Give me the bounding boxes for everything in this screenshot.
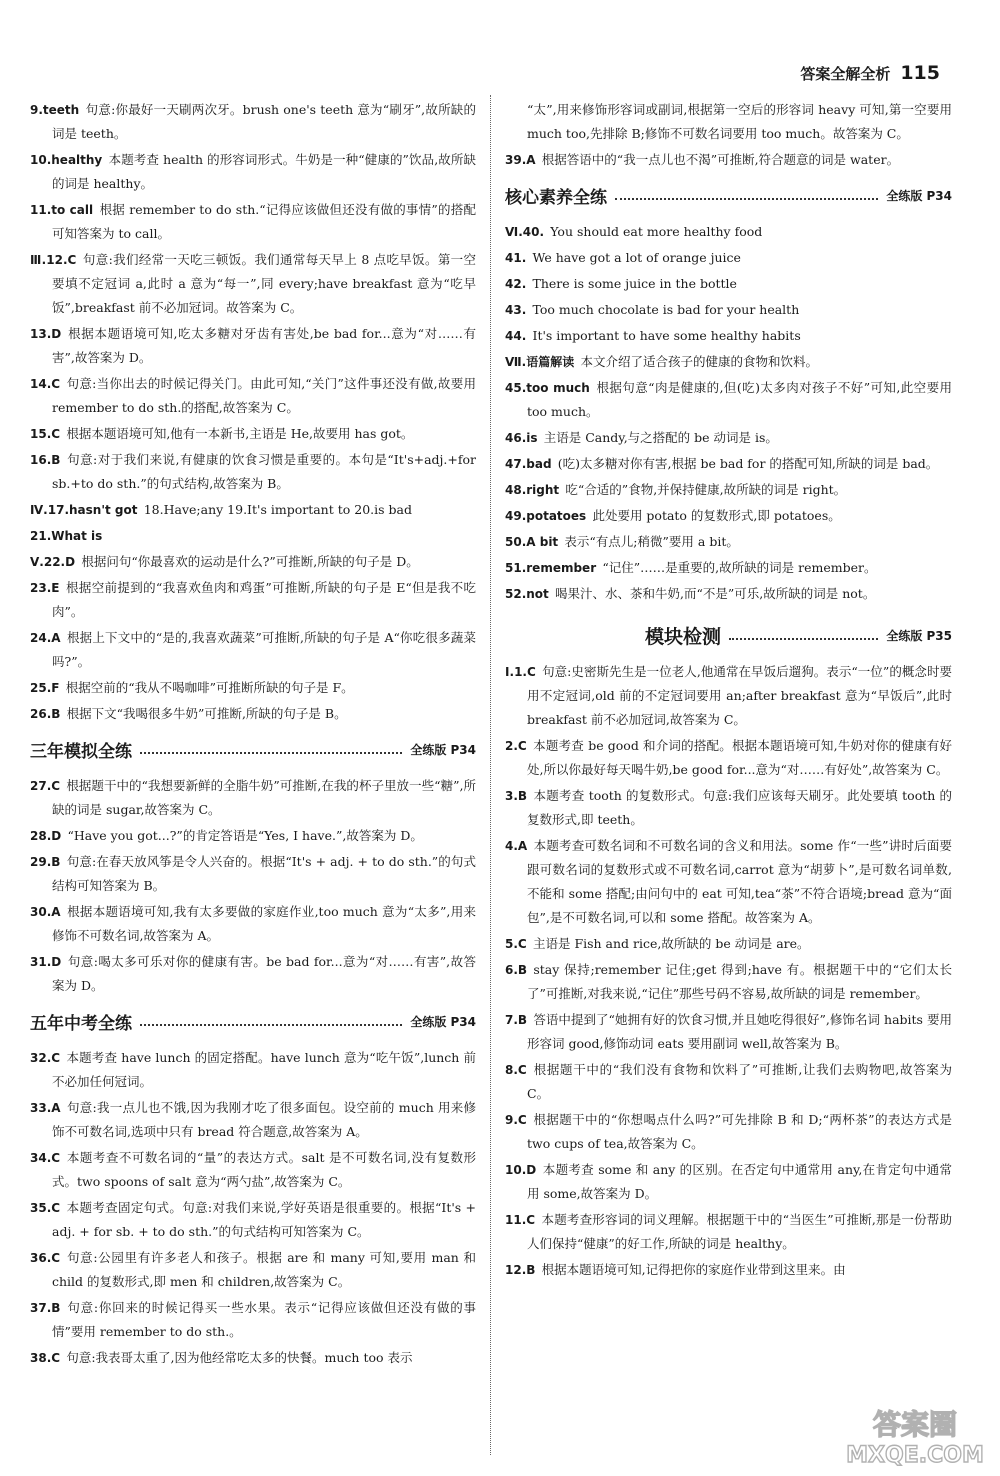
answer-number: 9.teeth	[30, 103, 80, 117]
answer-explanation: 主语是 Fish and rice,故所缺的 be 动词是 are。	[532, 936, 810, 951]
answer-explanation: 本题考查 be good 和介词的搭配。根据本题语境可知,牛奶对你的健康有好处,所以你最好每天喝牛奶,be good for...意为“对……有好处”,故答案为 C。	[527, 738, 952, 777]
answer-number: 48.right	[505, 483, 560, 497]
answer-item	[505, 1208, 952, 1256]
answer-explanation: “记住”……是重要的,故所缺的词是 remember。	[602, 560, 877, 575]
answer-explanation: 根据题干中的“我们没有食物和饮料了”可推断,让我们去购物吧,故答案为 C。	[527, 1062, 952, 1101]
answer-item	[30, 1296, 476, 1344]
answer-number: 43.	[505, 303, 527, 317]
section-title: 核心素养全练	[505, 187, 607, 208]
answer-explanation: 句意:史密斯先生是一位老人,他通常在早饭后遛狗。表示“一位”的概念时要用不定冠词,old 前的不定冠词要用 an;after breakfast 意为“早饭后”,此时 breakfast 前不必加冠词,故答案为 C。	[527, 664, 952, 727]
answer-item	[505, 376, 952, 424]
answer-number: 29.B	[30, 855, 61, 869]
answer-explanation: 句意:公园里有许多老人和孩子。根据 are 和 many 可知,要用 man 和 child 的复数形式,即 men 和 children,故答案为 C。	[52, 1250, 476, 1289]
answer-item	[505, 1058, 952, 1106]
answer-item	[505, 784, 952, 832]
section-title: 模块检测	[645, 625, 722, 648]
answer-number: 16.B	[30, 453, 61, 467]
answer-item	[505, 246, 952, 270]
answer-item	[505, 452, 952, 476]
answer-number: 38.C	[30, 1351, 61, 1365]
answer-item	[30, 372, 476, 420]
answer-explanation: 根据答语中的“我一点儿也不渴”可推断,符合题意的词是 water。	[541, 152, 900, 167]
answer-item	[505, 582, 952, 606]
answer-explanation: It's important to have some healthy habits	[532, 328, 801, 343]
answer-item	[30, 1246, 476, 1294]
answer-item	[30, 524, 476, 548]
answer-item	[505, 1258, 952, 1282]
answer-number: 23.E	[30, 581, 60, 595]
section-heading	[30, 1006, 476, 1036]
answer-explanation: 本题考查可数名词和不可数名词的含义和用法。some 作“一些”讲时后面要跟可数名词的复数形式或不可数名词,carrot 意为“胡萝卜”,是可数名词单数,不能和 some 搭配;由问句中的 eat 可知,tea“茶”不符合语境;bread 意为“面包”,是不可数名词,可以和 some 搭配。故答案为 A。	[527, 838, 952, 925]
answer-explanation: 本题考查 tooth 的复数形式。句意:我们应该每天刷牙。此处要填 tooth 的复数形式,即 teeth。	[527, 788, 952, 827]
answer-number: 24.A	[30, 631, 61, 645]
answer-item	[30, 1146, 476, 1194]
answer-item	[505, 1008, 952, 1056]
answer-item	[30, 1346, 476, 1370]
answer-explanation: “Have you got...?”的肯定答语是“Yes, I have.”,故答案为 D。	[67, 828, 423, 843]
answer-explanation: 根据句意“肉是健康的,但(吃)太多肉对孩子不好”可知,此空要用 too much。	[527, 380, 953, 419]
answer-item	[505, 834, 952, 930]
answer-number: 5.C	[505, 937, 527, 951]
answer-number: 47.bad	[505, 457, 552, 471]
page-number: 115	[900, 62, 940, 84]
answer-explanation: We have got a lot of orange juice	[532, 250, 741, 265]
answer-number: Ⅴ.22.D	[30, 555, 76, 569]
answer-explanation: 吃“合适的”食物,并保持健康,故所缺的词是 right。	[565, 482, 847, 497]
answer-explanation: You should eat more healthy food	[550, 224, 763, 239]
answer-number: 15.C	[30, 427, 61, 441]
answer-item	[505, 148, 952, 172]
answer-number: Ⅲ.12.C	[30, 253, 77, 267]
answer-explanation: 根据上下文中的“是的,我喜欢蔬菜”可推断,所缺的句子是 A“你吃很多蔬菜吗?”。	[52, 630, 476, 669]
answer-number: 49.potatoes	[505, 509, 587, 523]
answer-number: 21.What is	[30, 529, 103, 543]
answer-explanation: 根据题干中的“你想喝点什么吗?”可先排除 B 和 D;“两杯茶”的表达方式是 two cups of tea,故答案为 C。	[527, 1112, 952, 1151]
answer-item	[30, 900, 476, 948]
section-dotted-leader	[729, 638, 878, 640]
answer-explanation: 句意:喝太多可乐对你的健康有害。be bad for...意为“对……有害”,故答案为 D。	[52, 954, 476, 993]
answer-number: 12.B	[505, 1263, 536, 1277]
answer-number: 51.remember	[505, 561, 597, 575]
answer-number: 50.A bit	[505, 535, 559, 549]
section-page-ref: 全练版 P35	[886, 628, 952, 643]
answer-explanation: 句意:在春天放风筝是令人兴奋的。根据“It's + adj. + to do sth.”的句式结构可知答案为 B。	[52, 854, 476, 893]
answer-item	[30, 448, 476, 496]
answer-explanation: Too much chocolate is bad for your health	[532, 302, 800, 317]
answer-explanation: 本题考查形容词的词义理解。根据题干中的“当医生”可推断,那是一份帮助人们保持“健康”的好工作,所缺的词是 healthy。	[527, 1212, 952, 1251]
answer-item	[30, 1046, 476, 1094]
section-title: 三年模拟全练	[30, 741, 132, 762]
answer-number: 6.B	[505, 963, 528, 977]
answer-item	[505, 272, 952, 296]
answer-explanation: 表示“有点儿;稍微”要用 a bit。	[564, 534, 739, 549]
answer-item	[30, 1196, 476, 1244]
section-heading	[505, 180, 952, 210]
answer-number: 11.C	[505, 1213, 536, 1227]
answer-number: 39.A	[505, 153, 536, 167]
answer-item	[505, 1108, 952, 1156]
answer-number: 37.B	[30, 1301, 61, 1315]
answer-item	[30, 148, 476, 196]
answer-item	[30, 626, 476, 674]
answer-number: 26.B	[30, 707, 61, 721]
section-dotted-leader	[615, 198, 878, 200]
answer-number: Ⅶ.语篇解读	[505, 355, 575, 369]
answer-explanation: 喝果汁、水、茶和牛奶,而“不是”可乐,故所缺的词是 not。	[555, 586, 876, 601]
answer-item	[30, 248, 476, 320]
answer-number: 3.B	[505, 789, 528, 803]
answer-item	[505, 220, 952, 244]
answer-number: 46.is	[505, 431, 538, 445]
answer-explanation: There is some juice in the bottle	[532, 276, 737, 291]
answer-number: 13.D	[30, 327, 62, 341]
answer-item	[505, 478, 952, 502]
answer-number: 25.F	[30, 681, 60, 695]
answer-explanation: 句意:我表哥太重了,因为他经常吃太多的快餐。much too 表示	[66, 1350, 413, 1365]
answer-explanation: 根据题干中的“我想要新鲜的全脂牛奶”可推断,在我的杯子里放一些“糖”,所缺的词是 sugar,故答案为 C。	[52, 778, 476, 817]
answer-number: 35.C	[30, 1201, 61, 1215]
answer-number: 32.C	[30, 1051, 61, 1065]
answer-number: 11.to call	[30, 203, 94, 217]
answer-number: 36.C	[30, 1251, 61, 1265]
answer-explanation: 主语是 Candy,与之搭配的 be 动词是 is。	[543, 430, 778, 445]
answer-explanation: 句意:我们经常一天吃三顿饭。我们通常每天早上 8 点吃早饭。第一空要填不定冠词 a,此时 a 意为“每一”,同 every;have breakfast 意为“吃早饭”,breakfast 前不必加冠词。故答案为 C。	[52, 252, 476, 315]
answer-explanation: 根据本题语境可知,记得把你的家庭作业带到这里来。由	[541, 1262, 846, 1277]
answer-number: Ⅰ.1.C	[505, 665, 536, 679]
answer-number: 44.	[505, 329, 527, 343]
watermark-line2: MXQE.COM	[846, 1443, 984, 1468]
answer-explanation: 句意:我一点儿也不饿,因为我刚才吃了很多面包。设空前的 much 用来修饰不可数名词,选项中只有 bread 符合题意,故答案为 A。	[52, 1100, 476, 1139]
section-heading	[30, 734, 476, 764]
watermark-line1: 答案圈	[872, 1408, 958, 1441]
answer-item	[505, 1158, 952, 1206]
answer-item	[30, 498, 476, 522]
answer-item	[30, 98, 476, 146]
answer-item	[505, 350, 952, 374]
answer-number: 27.C	[30, 779, 61, 793]
answer-item	[30, 702, 476, 726]
answer-number: 2.C	[505, 739, 527, 753]
answer-item	[30, 824, 476, 848]
answer-item	[30, 774, 476, 822]
answer-number: Ⅳ.17.hasn't got	[30, 503, 138, 517]
answer-item	[30, 850, 476, 898]
answer-explanation: 句意:你最好一天刷两次牙。brush one's teeth 意为“刷牙”,故所缺的词是 teeth。	[52, 102, 476, 141]
answer-number: 31.D	[30, 955, 62, 969]
answer-explanation: 句意:对于我们来说,有健康的饮食习惯是重要的。本句是“It's+adj.+for sb.+to do sth.”的句式结构,故答案为 B。	[52, 452, 476, 491]
answer-number: 52.not	[505, 587, 549, 601]
answer-item	[30, 676, 476, 700]
section-heading	[505, 620, 952, 650]
answer-number: 42.	[505, 277, 527, 291]
answer-explanation: 根据 remember to do sth.“记得应该做但还没有做的事情”的搭配可知答案为 to call。	[52, 202, 476, 241]
answer-item	[505, 530, 952, 554]
answer-explanation: 本文介绍了适合孩子的健康的食物和饮料。	[580, 354, 818, 369]
answer-number: 33.A	[30, 1101, 61, 1115]
answer-explanation: 根据本题语境可知,他有一本新书,主语是 He,故要用 has got。	[66, 426, 414, 441]
answer-number: 45.too much	[505, 381, 590, 395]
answer-number: 8.C	[505, 1063, 527, 1077]
answer-explanation: 根据空前的“我从不喝咖啡”可推断所缺的句子是 F。	[65, 680, 354, 695]
answer-explanation: 本题考查固定句式。句意:对我们来说,学好英语是很重要的。根据“It's + adj. + for sb. + to do sth.”的句式结构可知答案为 C。	[52, 1200, 476, 1239]
watermark-logo	[843, 1402, 988, 1468]
answer-item	[30, 422, 476, 446]
answer-number: 34.C	[30, 1151, 61, 1165]
answer-number: 9.C	[505, 1113, 527, 1127]
answer-item	[505, 734, 952, 782]
answer-number: 14.C	[30, 377, 61, 391]
answer-item	[505, 932, 952, 956]
answer-item	[30, 322, 476, 370]
answer-explanation: 答语中提到了“她拥有好的饮食习惯,并且她吃得很好”,修饰名词 habits 要用形容词 good,修饰动词 eats 要用副词 well,故答案为 B。	[527, 1012, 952, 1051]
answer-explanation: stay 保持;remember 记住;get 得到;have 有。根据题干中的“它们太长了”可推断,对我来说,“记住”那些号码不容易,故所缺的词是 remember。	[527, 962, 952, 1001]
section-page-ref: 全练版 P34	[886, 188, 952, 203]
right-column	[505, 98, 952, 1284]
answer-explanation: 本题考查不可数名词的“量”的表达方式。salt 是不可数名词,没有复数形式。two spoons of salt 意为“两勺盐”,故答案为 C。	[52, 1150, 476, 1189]
answer-explanation: (吃)太多糖对你有害,根据 be bad for 的搭配可知,所缺的词是 bad。	[557, 456, 939, 471]
section-page-ref: 全练版 P34	[410, 1014, 476, 1029]
answer-item	[30, 198, 476, 246]
answer-item	[505, 426, 952, 450]
answer-explanation: 此处要用 potato 的复数形式,即 potatoes。	[592, 508, 841, 523]
answer-explanation: 根据本题语境可知,我有太多要做的家庭作业,too much 意为“太多”,用来修饰不可数名词,故答案为 A。	[52, 904, 476, 943]
answer-number: 7.B	[505, 1013, 528, 1027]
answer-explanation: 句意:你回来的时候记得买一些水果。表示“记得应该做但还没有做的事情”要用 remember to do sth.。	[52, 1300, 476, 1339]
section-title: 五年中考全练	[30, 1013, 132, 1034]
answer-explanation: 根据下文“我喝很多牛奶”可推断,所缺的句子是 B。	[66, 706, 347, 721]
answer-explanation: 根据问句“你最喜欢的运动是什么?”可推断,所缺的句子是 D。	[81, 554, 419, 569]
answer-item	[505, 660, 952, 732]
answer-item	[30, 1096, 476, 1144]
answer-number: 28.D	[30, 829, 62, 843]
page-header	[800, 58, 940, 88]
answer-number: 10.D	[505, 1163, 537, 1177]
answer-explanation: 本题考查 some 和 any 的区别。在否定句中通常用 any,在肯定句中通常用 some,故答案为 D。	[527, 1162, 952, 1201]
answer-item	[30, 576, 476, 624]
section-dotted-leader	[140, 1024, 402, 1026]
answer-number: 10.healthy	[30, 153, 103, 167]
answer-explanation: 本题考查 have lunch 的固定搭配。have lunch 意为“吃午饭”,lunch 前不必加任何冠词。	[52, 1050, 476, 1089]
answer-item	[30, 950, 476, 998]
answer-item	[505, 98, 952, 146]
answer-explanation: “太”,用来修饰形容词或副词,根据第一空后的形容词 heavy 可知,第一空要用 much too,先排除 B;修饰不可数名词要用 too much。故答案为 C。	[527, 102, 952, 141]
answer-explanation: 根据空前提到的“我喜欢鱼肉和鸡蛋”可推断,所缺的句子是 E“但是我不吃肉”。	[52, 580, 476, 619]
answer-number: Ⅵ.40.	[505, 225, 545, 239]
answer-item	[505, 958, 952, 1006]
section-page-ref: 全练版 P34	[410, 742, 476, 757]
answer-item	[505, 298, 952, 322]
answer-explanation: 句意:当你出去的时候记得关门。由此可知,“关门”这件事还没有做,故要用 remember to do sth.的搭配,故答案为 C。	[52, 376, 476, 415]
answer-item	[505, 556, 952, 580]
answer-item	[505, 324, 952, 348]
answer-explanation: 本题考查 health 的形容词形式。牛奶是一种“健康的”饮品,故所缺的词是 healthy。	[52, 152, 476, 191]
header-title: 答案全解全析	[800, 64, 891, 83]
answer-item	[30, 550, 476, 574]
answer-number: 30.A	[30, 905, 61, 919]
answer-explanation: 根据本题语境可知,吃太多糖对牙齿有害处,be bad for...意为“对……有害”,故答案为 D。	[52, 326, 476, 365]
column-divider	[490, 95, 491, 1455]
answer-item	[505, 504, 952, 528]
left-column	[30, 98, 476, 1372]
answer-explanation: 18.Have;any 19.It's important to 20.is bad	[143, 502, 412, 517]
answer-number: 41.	[505, 251, 527, 265]
section-dotted-leader	[140, 752, 402, 754]
answer-number: 4.A	[505, 839, 528, 853]
